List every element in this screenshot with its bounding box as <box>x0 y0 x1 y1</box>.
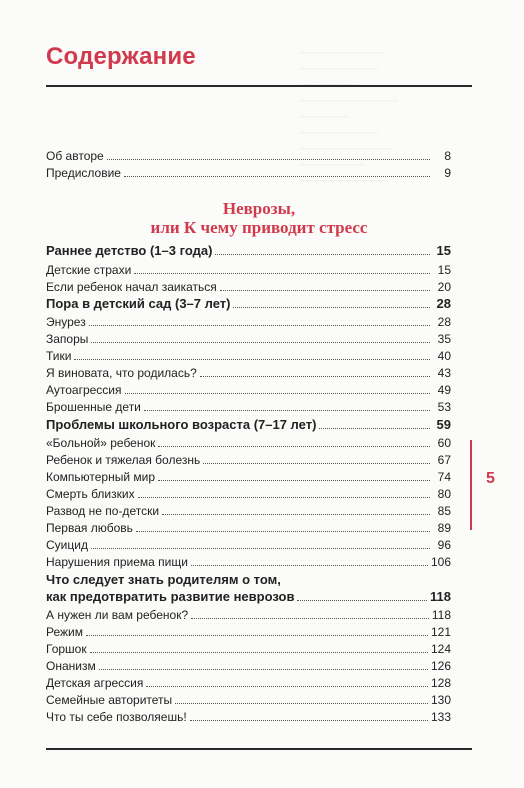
edge-accent-mark <box>470 440 472 530</box>
toc-entry[interactable]: Развод не по-детски 85 <box>46 504 451 518</box>
toc-entry[interactable]: Брошенные дети 53 <box>46 400 451 414</box>
toc-chapter[interactable]: Проблемы школьного возраста (7–17 лет) 59 <box>46 417 451 432</box>
toc-entry[interactable]: Первая любовь 89 <box>46 521 451 535</box>
toc-entry[interactable]: Тики 40 <box>46 349 451 363</box>
toc-entry[interactable]: Нарушения приема пищи 106 <box>46 555 451 569</box>
toc-entry[interactable]: Режим 121 <box>46 625 451 639</box>
toc-entry[interactable]: Суицид 96 <box>46 538 451 552</box>
page-number: 5 <box>486 470 495 487</box>
toc-entry[interactable]: «Больной» ребенок 60 <box>46 436 451 450</box>
footer-rule <box>46 748 472 750</box>
toc-entry[interactable]: Если ребенок начал заикаться 20 <box>46 280 451 294</box>
toc-entry[interactable]: Аутоагрессия 49 <box>46 383 451 397</box>
page-title: Содержание <box>46 43 196 70</box>
toc-entry[interactable]: Горшок 124 <box>46 642 451 656</box>
toc-entry[interactable]: А нужен ли вам ребенок? 118 <box>46 608 451 622</box>
toc-entry[interactable]: Я виновата, что родилась? 43 <box>46 366 451 380</box>
title-rule <box>46 85 472 87</box>
toc-entry[interactable]: Смерть близких 80 <box>46 487 451 501</box>
toc-entry[interactable]: Детская агрессия 128 <box>46 676 451 690</box>
toc-chapter-line1[interactable]: Что следует знать родителям о том, <box>46 572 281 587</box>
toc-entry[interactable]: Что ты себе позволяешь! 133 <box>46 710 451 724</box>
toc-chapter[interactable]: Пора в детский сад (3–7 лет) 28 <box>46 296 451 311</box>
section-heading-line1: Неврозы, <box>222 199 296 218</box>
toc-entry[interactable]: Семейные авторитеты 130 <box>46 693 451 707</box>
toc-entry[interactable]: Компьютерный мир 74 <box>46 470 451 484</box>
toc-entry[interactable]: Запоры 35 <box>46 332 451 346</box>
toc-entry[interactable]: Детские страхи 15 <box>46 263 451 277</box>
section-heading-line2: или К чему приводит стресс <box>150 218 368 237</box>
toc-entry[interactable]: Энурез 28 <box>46 315 451 329</box>
toc-chapter[interactable]: Раннее детство (1–3 года) 15 <box>46 243 451 258</box>
toc-entry[interactable]: Онанизм 126 <box>46 659 451 673</box>
toc-chapter[interactable]: как предотвратить развитие неврозов 118 <box>46 589 451 604</box>
toc-entry[interactable]: Об авторе 8 <box>46 149 451 163</box>
show-through-text: ~~~~~~~~~~~~~~~~~ ~~~~~~~~~~~~~~~~ ~~~~~~~~~~~~~~~~~~~~ ~~~~~~~~~~ ~~~~~~~~~~~~~~~~ ~~~~~~~~~~~~~~~~~~~ ~~~~~~~~~~~~~ ~~~~~~~~~~~~~~~~~~ <box>300 48 398 186</box>
toc-entry[interactable]: Ребенок и тяжелая болезнь 67 <box>46 453 451 467</box>
toc-entry[interactable]: Предисловие 9 <box>46 166 451 180</box>
